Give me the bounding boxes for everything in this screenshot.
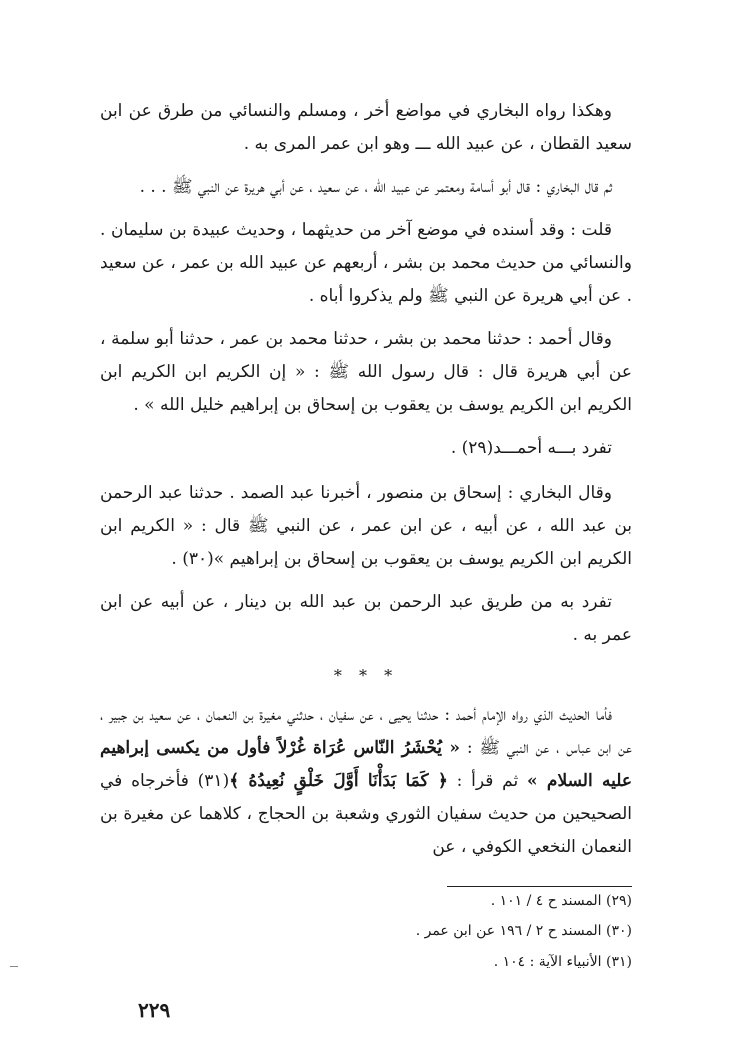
section-separator: * * * [333, 666, 399, 685]
footnote-rule [447, 886, 632, 887]
paragraph-2: ثم قال البخاري : قال أبو أسامة ومعتمر عن عبيد الله ، عن سعيد ، عن أبي هريرة عن النبي ﷺ . . . [139, 177, 612, 197]
paragraph-8-mid: ثم قرأ : [456, 771, 527, 791]
footnote-29: (٢٩) المسند ح ٤ / ١٠١ . [490, 893, 632, 909]
paragraph-1: وهكذا رواه البخاري في مواضع أخر ، ومسلم والنسائي من طرق عن ابن سعيد القطان ، عن عبيد الله ـــ وهو ابن عمر المرى به . [100, 101, 632, 154]
paragraph-5: تفرد بـــه أحمـــد(٢٩) . [450, 438, 612, 458]
paragraph-8 [100, 699, 632, 864]
footnote-30: (٣٠) المسند ح ٢ / ١٩٦ عن ابن عمر . [415, 923, 632, 939]
paragraph-4: وقال أحمد : حدثنا محمد بن بشر ، حدثنا محمد بن عمر ، حدثنا أبو سلمة ، عن أبي هريرة قال : قال رسول الله ﷺ : « إن الكريم ابن الكريم ابن الكريم ابن الكريم يوسف بن يعقوب بن إسحاق بن إبراهيم خليل الله » . [100, 329, 632, 415]
paragraph-3: قلت : وقد أسنده في موضع آخر من حديثهما ، وحديث عبيدة بن سليمان . والنسائي من حديث محمد بن بشر ، أربعهم عن عبيد الله بن عمر ، عن سعيد . عن أبي هريرة عن النبي ﷺ ولم يذكروا أباه . [100, 220, 632, 306]
quran-verse: ﴿ كَمَا بَدَأْنَا أَوَّلَ خَلْقٍ نُعِيدُهُ ﴾ [229, 771, 448, 791]
paragraph-6: وقال البخاري : إسحاق بن منصور ، أخبرنا عبد الصمد . حدثنا عبد الرحمن بن عبد الله ، عن أبيه ، عن ابن عمر ، عن النبي ﷺ قال : « الكريم ابن الكريم ابن الكريم يوسف بن يعقوب بن إسحاق بن إبراهيم »(٣٠) . [100, 483, 632, 569]
footnote-31: (٣١) الأنبياء الآية : ١٠٤ . [493, 954, 632, 970]
margin-mark [10, 966, 18, 967]
hadith-quote: « يُحْشَرُ النّاس عُرَاة غُرْلاً فأول من يكسى إبراهيم عليه السلام » [100, 738, 632, 791]
paragraph-7: تفرد به من طريق عبد الرحمن بن عبد الله بن دينار ، عن أبيه عن ابن عمر به . [100, 592, 632, 645]
paragraph-8-rest: (٣١) فأخرجاه في الصحيحين من حديث سفيان الثوري وشعبة بن الحجاج ، كلاهما عن مغيرة بن النعمان النخعي الكوفي ، عن [100, 771, 632, 857]
paragraph-8-intro: فأما الحديث الذي رواه الإمام أحمد : حدثنا يحيى ، عن سفيان ، حدثني مغيرة بن النعمان ، عن سعيد بن جبير ، عن ابن عباس ، عن النبي ﷺ : [100, 705, 632, 758]
page-number: ٢٢٩ [138, 998, 171, 1022]
page-body [100, 95, 632, 874]
